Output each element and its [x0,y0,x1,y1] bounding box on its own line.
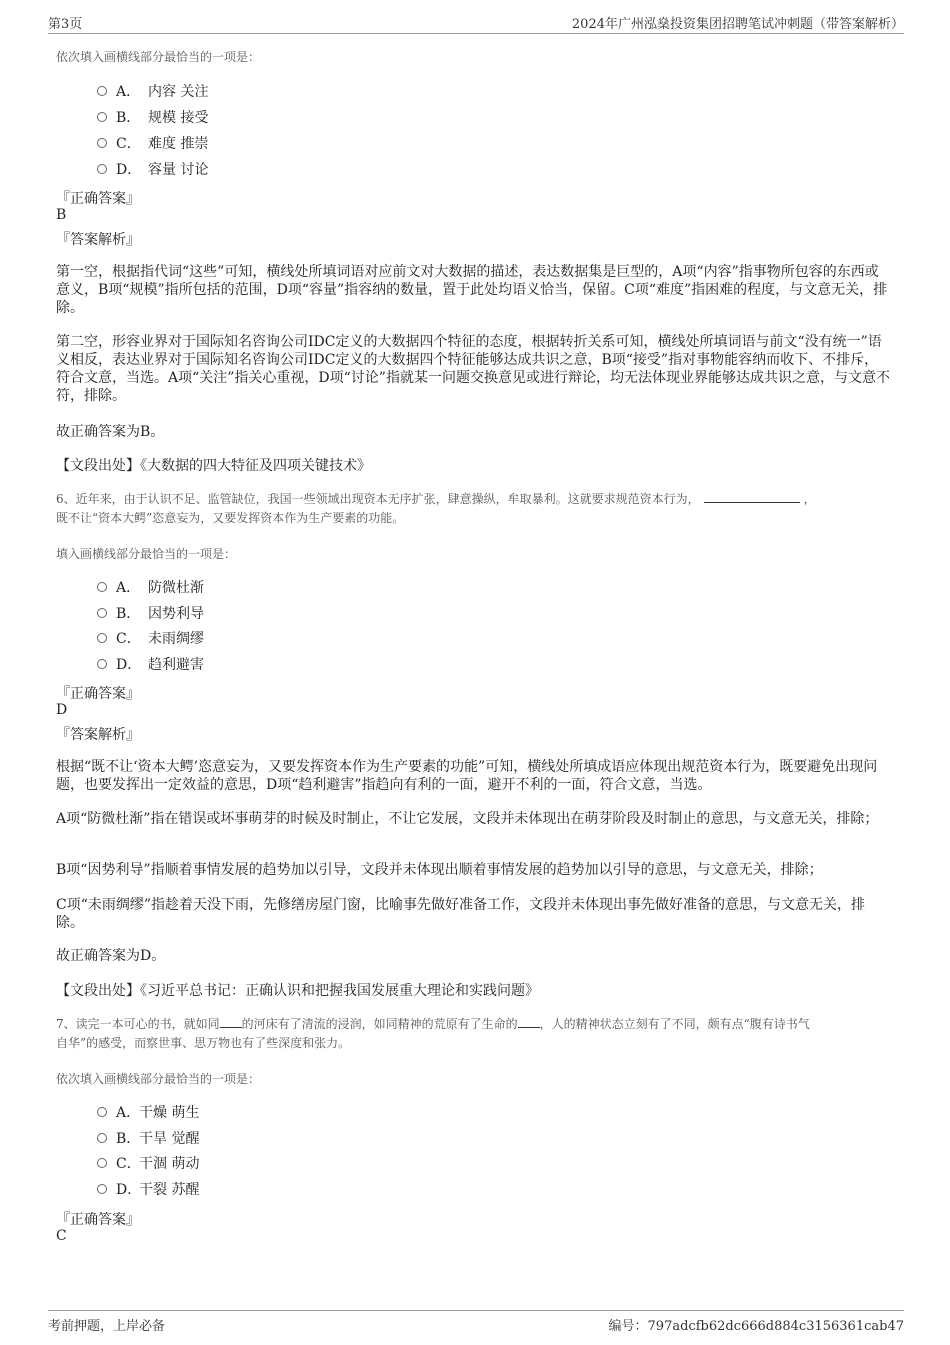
q6-conclusion: 故正确答案为D。 [56,948,166,964]
q7-option-a[interactable]: A．干燥 萌生 [97,1103,199,1123]
q6-analysis-paragraph: B项“因势利导”指顺着事情发展的趋势加以引导，文段并未体现出顺着事情发展的趋势加以引导的意思，与文意无关，排除； [56,862,823,878]
q5-option-a[interactable]: A． 内容 关注 [97,82,208,102]
q5-answer-label: 『正确答案』 [56,191,140,207]
q6-analysis-paragraph: A项“防微杜渐”指在错误或坏事萌芽的时候及时制止，不让它发展，文段并未体现出在萌芽阶段及时制止的意思，与文意无关，排除； [56,811,879,827]
q6-analysis-paragraph: C项“未雨绸缪”指趁着天没下雨，先修缮房屋门窗，比喻事先做好准备工作，文段并未体现出事先做好准备的意思，与文意无关，排除。 [56,897,866,931]
q7-option-d[interactable]: D．干裂 苏醒 [97,1180,199,1200]
radio-icon[interactable] [97,164,107,174]
radio-icon[interactable] [97,1107,107,1117]
q6-analysis-label: 『答案解析』 [56,727,140,743]
page-number: 第3页 [48,17,83,32]
radio-icon[interactable] [97,86,107,96]
answer-blank [220,1017,242,1028]
q5-prompt: 依次填入画横线部分最恰当的一项是： [56,50,261,64]
q6-prompt: 填入画横线部分最恰当的一项是： [56,547,237,561]
q7-option-b[interactable]: B．干旱 觉醒 [97,1129,199,1149]
q5-analysis-paragraph: 第一空，根据指代词“这些”可知，横线处所填词语对应前文对大数据的描述，表达数据集是巨型的，A项“内容”指事物所包容的东西或意义，B项“规模”指所包括的范围，D项“容量”指容纳的数量，置于此处均语义恰当，保留。C项“难度”指困难的程度，与文意无关，排除。 [56,264,888,316]
q5-source: 【文段出处】《大数据的四大特征及四项关键技术》 [56,458,371,474]
q6-source: 【文段出处】《习近平总书记：正确认识和把握我国发展重大理论和实践问题》 [56,983,539,999]
radio-icon[interactable] [97,659,107,669]
document-id: 编号：797adcfb62dc666d884c3156361cab47 [608,1319,904,1334]
radio-icon[interactable] [97,582,107,592]
q5-answer: B [56,207,67,223]
page-header [48,13,904,34]
answer-blank [518,1017,540,1028]
radio-icon[interactable] [97,112,107,122]
q6-option-d[interactable]: D． 趋利避害 [97,655,204,675]
radio-icon[interactable] [97,1158,107,1168]
answer-blank [704,491,800,503]
page-footer [48,1310,904,1341]
q5-option-c[interactable]: C． 难度 推崇 [97,134,208,154]
q6-answer-label: 『正确答案』 [56,686,140,702]
q6-analysis-paragraph: 根据“既不让‘资本大鳄’恣意妄为，又要发挥资本作为生产要素的功能”可知，横线处所填成语应体现出规范资本行为，既要避免出现问题，也要发挥出一定效益的意思，D项“趋利避害”指趋向有利的一面，避开不利的一面，符合文意，当选。 [56,759,878,793]
q6-option-c[interactable]: C． 未雨绸缪 [97,629,204,649]
radio-icon[interactable] [97,1184,107,1194]
q7-option-c[interactable]: C．干涸 萌动 [97,1154,199,1174]
q7-stem: 7、读完一本可心的书，就如同 的河床有了清流的浸润，如同精神的荒原有了生命的 ，人的精神状态立刻有了不同，颇有点“腹有诗书气 自华”的感受，而察世事、思万物也有了些深度和张力。 [56,1017,810,1050]
radio-icon[interactable] [97,1133,107,1143]
q5-analysis-label: 『答案解析』 [56,232,140,248]
q5-option-b[interactable]: B． 规模 接受 [97,108,208,128]
q6-stem: 6、近年来，由于认识不足、监管缺位，我国一些领域出现资本无序扩张，肆意操纵，牟取暴利。这就要求规范资本行为， ， 既不让“资本大鳄”恣意妄为，又要发挥资本作为生产要素的功能。 [56,492,816,525]
q7-prompt: 依次填入画横线部分最恰当的一项是： [56,1072,261,1086]
q6-option-a[interactable]: A． 防微杜渐 [97,578,204,598]
radio-icon[interactable] [97,138,107,148]
radio-icon[interactable] [97,633,107,643]
q5-option-d[interactable]: D． 容量 讨论 [97,160,208,180]
q6-answer: D [56,702,68,718]
q5-conclusion: 故正确答案为B。 [56,424,165,440]
document-title: 2024年广州泓燊投资集团招聘笔试冲刺题（带答案解析） [571,17,904,32]
q6-option-b[interactable]: B． 因势利导 [97,604,204,624]
footer-slogan: 考前押题，上岸必备 [48,1319,166,1334]
q5-analysis-paragraph: 第二空，形容业界对于国际知名咨询公司IDC定义的大数据四个特征的态度，根据转折关系可知，横线处所填词语与前文“没有统一”语义相反，表达业界对于国际知名咨询公司IDC定义的大数据四个特征能够达成共识之意，B项“接受”指对事物能容纳而收下、不排斥，符合文意，当选。A项“关注”指关心重视，D项“讨论”指就某一问题交换意见或进行辩论，均无法体现业界能够达成共识之意，与文意不符，排除。 [56,334,890,404]
radio-icon[interactable] [97,608,107,618]
q7-answer: C [56,1228,67,1244]
q7-answer-label: 『正确答案』 [56,1212,140,1228]
